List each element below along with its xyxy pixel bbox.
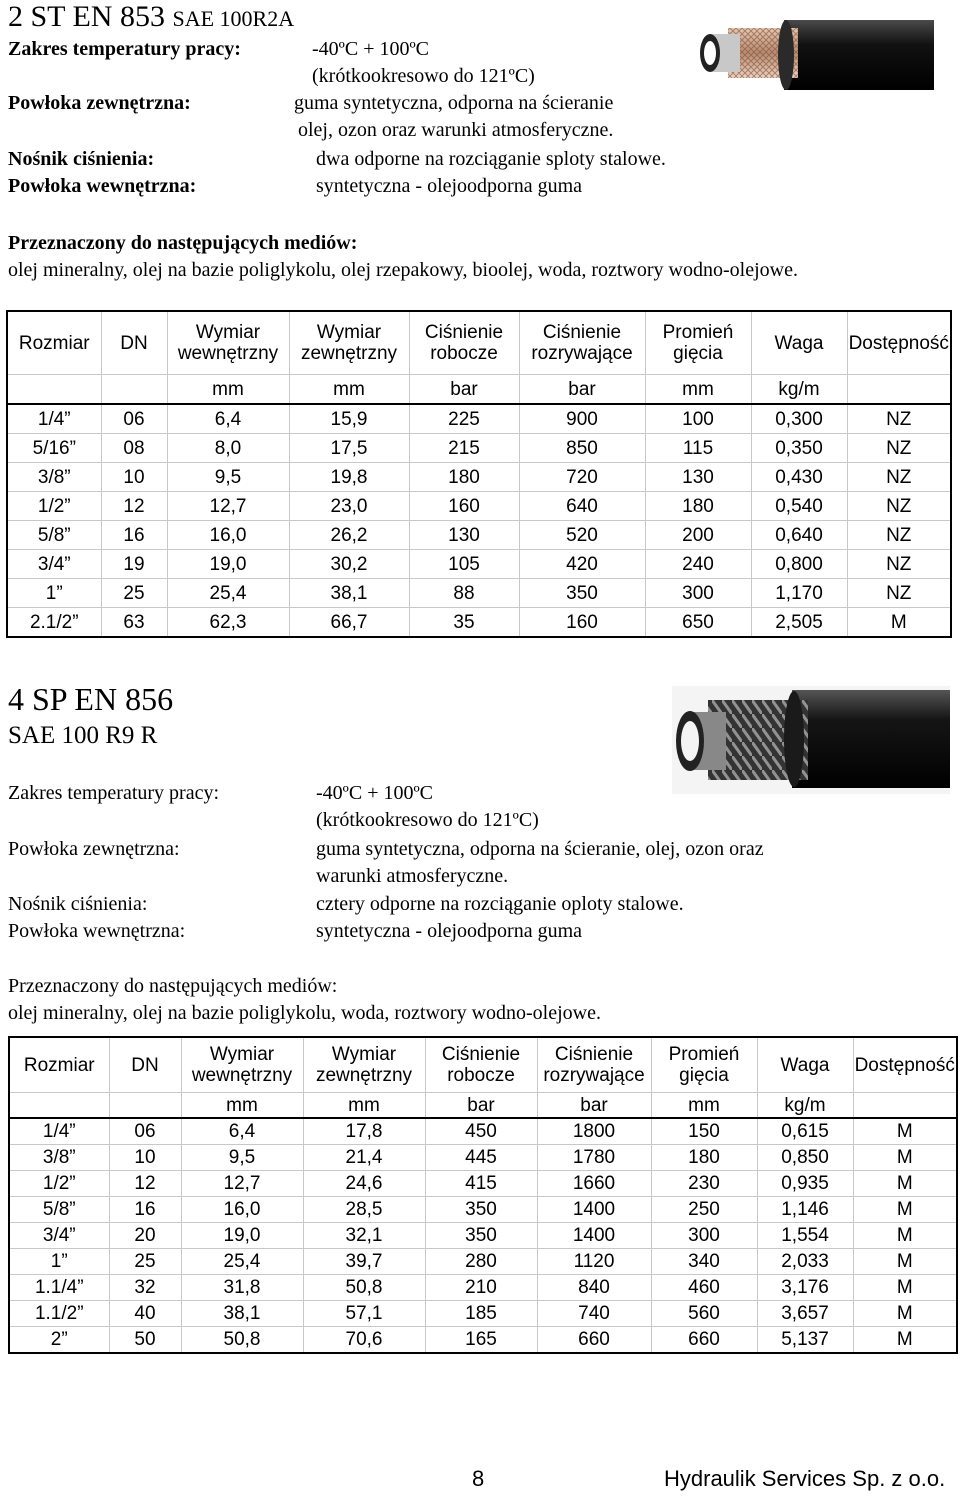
table-cell: 50,8	[181, 1327, 303, 1354]
table-row	[9, 1197, 957, 1223]
table-cell: 9,5	[181, 1145, 303, 1171]
s1-spec-label-2: Powłoka zewnętrzna:	[8, 92, 191, 114]
table-header-cell	[303, 1037, 425, 1093]
table-cell: 62,3	[167, 608, 289, 638]
table-header-text: robocze	[430, 343, 498, 364]
table-unit-cell	[847, 375, 951, 405]
table-cell: 350	[425, 1197, 537, 1223]
table-cell: 115	[645, 434, 751, 463]
table-row	[9, 1327, 957, 1354]
table-cell: 8,0	[167, 434, 289, 463]
table-cell: 3,657	[757, 1301, 853, 1327]
table-header-cell	[853, 1037, 957, 1093]
table-cell: 1780	[537, 1145, 651, 1171]
s1-spec-value-1: (krótkookresowo do 121ºC)	[312, 65, 535, 87]
table-cell: NZ	[847, 521, 951, 550]
table-row	[7, 434, 951, 463]
s1-spec-value-3: olej, ozon oraz warunki atmosferyczne.	[298, 119, 614, 141]
table-unit-cell	[7, 375, 101, 405]
table-cell: 28,5	[303, 1197, 425, 1223]
table-cell: 16	[109, 1197, 181, 1223]
table-cell: 12,7	[167, 492, 289, 521]
s2-spec-value-5: syntetyczna - olejoodporna guma	[316, 920, 583, 942]
table-header-cell	[425, 1037, 537, 1093]
table-unit-cell: mm	[167, 375, 289, 405]
table-unit-row	[7, 375, 951, 405]
s2-spec-value-1: (krótkookresowo do 121ºC)	[316, 809, 539, 831]
table-row	[7, 463, 951, 492]
table-header-text: gięcia	[679, 1065, 729, 1086]
table-header-text: rozrywające	[543, 1065, 645, 1086]
table-cell: 1,554	[757, 1223, 853, 1249]
table-header-text: Promień	[668, 1044, 740, 1065]
table-row	[7, 579, 951, 608]
table-cell: 39,7	[303, 1249, 425, 1275]
table-unit-cell: bar	[537, 1093, 651, 1119]
table-cell: 30,2	[289, 550, 409, 579]
table-header-cell	[645, 311, 751, 375]
table-cell: 185	[425, 1301, 537, 1327]
table-cell: 340	[651, 1249, 757, 1275]
table-row	[9, 1301, 957, 1327]
s1-spec-label-0: Zakres temperatury pracy:	[8, 38, 241, 60]
table-cell: NZ	[847, 463, 951, 492]
table-cell: 06	[109, 1118, 181, 1145]
table-cell: 215	[409, 434, 519, 463]
table-header-text: wewnętrzny	[177, 343, 279, 364]
table-cell: M	[853, 1275, 957, 1301]
table-unit-cell: mm	[181, 1093, 303, 1119]
s2-media-heading: Przeznaczony do następujących mediów:	[8, 975, 338, 997]
table-cell: 300	[645, 579, 751, 608]
table-cell: 15,9	[289, 404, 409, 434]
s2-spec-value-0: -40ºC + 100ºC	[316, 782, 434, 804]
table-header-text: zewnętrzny	[300, 343, 398, 364]
table-cell: 25	[109, 1249, 181, 1275]
s1-spec-label-5: Powłoka wewnętrzna:	[8, 175, 197, 197]
table-cell: 1”	[9, 1249, 109, 1275]
table-cell: 32,1	[303, 1223, 425, 1249]
table-row	[7, 404, 951, 434]
table-cell: 50	[109, 1327, 181, 1354]
table-unit-cell: mm	[303, 1093, 425, 1119]
table-cell: 165	[425, 1327, 537, 1354]
table-cell: M	[853, 1223, 957, 1249]
table-row	[9, 1275, 957, 1301]
table-header-cell	[9, 1037, 109, 1093]
table-cell: 100	[645, 404, 751, 434]
table-cell: 2,033	[757, 1249, 853, 1275]
s2-spec-value-3: warunki atmosferyczne.	[316, 865, 509, 887]
section2-title-main: 4 SP EN 856	[8, 681, 174, 717]
table-cell: 35	[409, 608, 519, 638]
table-cell: 250	[651, 1197, 757, 1223]
table-cell: 350	[519, 579, 645, 608]
table-unit-row	[9, 1093, 957, 1119]
table-cell: M	[853, 1197, 957, 1223]
table-unit-cell: kg/m	[757, 1093, 853, 1119]
table-cell: 0,800	[751, 550, 847, 579]
s1-spec-table	[6, 310, 952, 638]
table-cell: 26,2	[289, 521, 409, 550]
table-cell: 1660	[537, 1171, 651, 1197]
table-header-cell	[109, 1037, 181, 1093]
table-header-text: Wymiar	[331, 1044, 397, 1065]
table-row	[7, 550, 951, 579]
table-cell: 5,137	[757, 1327, 853, 1354]
table-cell: 12	[101, 492, 167, 521]
table-cell: NZ	[847, 434, 951, 463]
table-cell: 12,7	[181, 1171, 303, 1197]
table-cell: 1800	[537, 1118, 651, 1145]
s1-media-heading: Przeznaczony do następujących mediów:	[8, 232, 358, 254]
table-cell: 840	[537, 1275, 651, 1301]
table-cell: 6,4	[181, 1118, 303, 1145]
table-cell: 50,8	[303, 1275, 425, 1301]
s2-spec-value-4: cztery odporne na rozciąganie oploty stalowe.	[316, 893, 684, 915]
table-row	[9, 1145, 957, 1171]
table-cell: 415	[425, 1171, 537, 1197]
table-header-cell	[167, 311, 289, 375]
table-cell: 2,505	[751, 608, 847, 638]
table-header-text: Dostępność	[848, 332, 949, 354]
table-header-text: DN	[120, 332, 148, 354]
table-header-text: Waga	[780, 1054, 830, 1076]
table-cell: 6,4	[167, 404, 289, 434]
table-header-text: rozrywające	[531, 343, 633, 364]
table-header-cell	[651, 1037, 757, 1093]
table-header-text: Promień	[662, 322, 734, 343]
table-cell: 225	[409, 404, 519, 434]
table-cell: 40	[109, 1301, 181, 1327]
table-unit-cell: bar	[425, 1093, 537, 1119]
table-cell: 25,4	[181, 1249, 303, 1275]
table-cell: 19,0	[181, 1223, 303, 1249]
table-row	[9, 1171, 957, 1197]
table-cell: 17,8	[303, 1118, 425, 1145]
table-cell: 63	[101, 608, 167, 638]
table-unit-cell: mm	[645, 375, 751, 405]
footer-company: Hydraulik Services Sp. z o.o.	[664, 1466, 946, 1491]
table-cell: 17,5	[289, 434, 409, 463]
table-cell: 1/4”	[7, 404, 101, 434]
table-cell: 16,0	[181, 1197, 303, 1223]
table-cell: 150	[651, 1118, 757, 1145]
table-cell: 31,8	[181, 1275, 303, 1301]
table-header-cell	[289, 311, 409, 375]
table-cell: 16	[101, 521, 167, 550]
table-cell: 230	[651, 1171, 757, 1197]
table-cell: 2.1/2”	[7, 608, 101, 638]
table-header-text: zewnętrzny	[315, 1065, 413, 1086]
s1-media-text: olej mineralny, olej na bazie poliglykolu, olej rzepakowy, bioolej, woda, roztwory wodno-olejowe.	[8, 259, 798, 281]
s1-spec-label-4: Nośnik ciśnienia:	[8, 148, 155, 170]
table-cell: 1,170	[751, 579, 847, 608]
table-cell: 70,6	[303, 1327, 425, 1354]
table-cell: 660	[651, 1327, 757, 1354]
table-header-text: Ciśnienie	[441, 1044, 521, 1065]
section1-title	[8, 0, 294, 36]
table-cell: 19	[101, 550, 167, 579]
s1-spec-value-0: -40ºC + 100ºC	[312, 38, 430, 60]
table-header-text: Ciśnienie	[424, 322, 504, 343]
table-cell: 560	[651, 1301, 757, 1327]
table-unit-cell: bar	[409, 375, 519, 405]
table-header-text: Dostępność	[854, 1054, 955, 1076]
table-cell: 105	[409, 550, 519, 579]
table-cell: 23,0	[289, 492, 409, 521]
table-unit-cell: kg/m	[751, 375, 847, 405]
table-header-text: Ciśnienie	[542, 322, 622, 343]
table-cell: 16,0	[167, 521, 289, 550]
table-header-cell	[751, 311, 847, 375]
table-header-text: Rozmiar	[18, 332, 90, 354]
table-cell: 10	[101, 463, 167, 492]
table-cell: 0,350	[751, 434, 847, 463]
table-cell: 210	[425, 1275, 537, 1301]
table-cell: 640	[519, 492, 645, 521]
table-cell: M	[853, 1171, 957, 1197]
table-unit-cell	[853, 1093, 957, 1119]
table-cell: 180	[651, 1145, 757, 1171]
table-cell: 160	[409, 492, 519, 521]
s1-spec-value-4: dwa odporne na rozciąganie sploty stalowe.	[316, 148, 666, 170]
table-header-text: robocze	[447, 1065, 515, 1086]
table-cell: 350	[425, 1223, 537, 1249]
section2-title-sub: SAE 100 R9 R	[8, 722, 158, 749]
table-unit-cell	[109, 1093, 181, 1119]
table-cell: 9,5	[167, 463, 289, 492]
table-cell: 0,615	[757, 1118, 853, 1145]
table-cell: NZ	[847, 579, 951, 608]
table-cell: NZ	[847, 550, 951, 579]
table-cell: 08	[101, 434, 167, 463]
s2-spec-label-5: Powłoka wewnętrzna:	[8, 920, 186, 942]
table-header-cell	[519, 311, 645, 375]
table-cell: 130	[409, 521, 519, 550]
table-cell: 0,935	[757, 1171, 853, 1197]
table-row	[7, 608, 951, 638]
table-header-cell	[181, 1037, 303, 1093]
table-header-text: gięcia	[673, 343, 723, 364]
table-row	[7, 492, 951, 521]
table-cell: 5/8”	[7, 521, 101, 550]
table-cell: 0,540	[751, 492, 847, 521]
table-unit-cell: bar	[519, 375, 645, 405]
table-cell: 0,430	[751, 463, 847, 492]
table-header-text: Wymiar	[209, 1044, 275, 1065]
table-cell: 3/4”	[9, 1223, 109, 1249]
s2-spec-label-4: Nośnik ciśnienia:	[8, 893, 148, 915]
section1-title-sub: SAE 100R2A	[172, 6, 295, 31]
table-cell: 130	[645, 463, 751, 492]
table-cell: 280	[425, 1249, 537, 1275]
table-row	[7, 521, 951, 550]
table-cell: 1/2”	[7, 492, 101, 521]
table-unit-cell	[9, 1093, 109, 1119]
table-row	[9, 1249, 957, 1275]
s1-spec-value-5: syntetyczna - olejoodporna guma	[316, 175, 583, 197]
table-cell: NZ	[847, 404, 951, 434]
s1-spec-value-2: guma syntetyczna, odporna na ścieranie	[294, 92, 614, 114]
table-header-text: wewnętrzny	[191, 1065, 293, 1086]
table-cell: 12	[109, 1171, 181, 1197]
s2-spec-label-2: Powłoka zewnętrzna:	[8, 838, 180, 860]
table-cell: 1.1/2”	[9, 1301, 109, 1327]
table-header-text: Ciśnienie	[554, 1044, 634, 1065]
table-row	[9, 1118, 957, 1145]
page-number: 8	[472, 1466, 485, 1491]
table-cell: 660	[537, 1327, 651, 1354]
table-cell: 420	[519, 550, 645, 579]
table-cell: 38,1	[181, 1301, 303, 1327]
table-cell: 720	[519, 463, 645, 492]
table-cell: M	[853, 1327, 957, 1354]
table-cell: 0,850	[757, 1145, 853, 1171]
table-cell: 1400	[537, 1223, 651, 1249]
table-header-row	[9, 1037, 957, 1093]
table-cell: 900	[519, 404, 645, 434]
table-header-cell	[847, 311, 951, 375]
table-header-cell	[101, 311, 167, 375]
table-header-text: Rozmiar	[23, 1054, 95, 1076]
section1-title-main: 2 ST EN 853	[8, 0, 165, 33]
table-cell: 88	[409, 579, 519, 608]
table-header-row	[7, 311, 951, 375]
table-header-text: DN	[131, 1054, 159, 1076]
table-cell: 25	[101, 579, 167, 608]
table-header-text: Wymiar	[316, 322, 382, 343]
s2-spec-label-0: Zakres temperatury pracy:	[8, 782, 220, 804]
s2-spec-value-2: guma syntetyczna, odporna na ścieranie, olej, ozon oraz	[316, 838, 764, 860]
table-cell: 1.1/4”	[9, 1275, 109, 1301]
table-cell: 460	[651, 1275, 757, 1301]
table-cell: 1/2”	[9, 1171, 109, 1197]
table-cell: 850	[519, 434, 645, 463]
table-cell: 20	[109, 1223, 181, 1249]
table-cell: 1,146	[757, 1197, 853, 1223]
table-cell: NZ	[847, 492, 951, 521]
table-unit-cell	[101, 375, 167, 405]
table-cell: 38,1	[289, 579, 409, 608]
table-cell: 240	[645, 550, 751, 579]
table-row	[9, 1223, 957, 1249]
table-cell: 32	[109, 1275, 181, 1301]
table-cell: 3/8”	[9, 1145, 109, 1171]
table-header-text: Wymiar	[195, 322, 261, 343]
table-cell: 5/8”	[9, 1197, 109, 1223]
table-unit-cell: mm	[651, 1093, 757, 1119]
table-cell: 180	[409, 463, 519, 492]
table-cell: 0,640	[751, 521, 847, 550]
table-cell: 1/4”	[9, 1118, 109, 1145]
table-header-cell	[537, 1037, 651, 1093]
table-cell: 3,176	[757, 1275, 853, 1301]
table-cell: 57,1	[303, 1301, 425, 1327]
table-cell: 520	[519, 521, 645, 550]
table-cell: 160	[519, 608, 645, 638]
table-header-text: Waga	[774, 332, 824, 354]
table-cell: 24,6	[303, 1171, 425, 1197]
table-cell: 5/16”	[7, 434, 101, 463]
table-cell: 10	[109, 1145, 181, 1171]
table-header-cell	[757, 1037, 853, 1093]
table-cell: 21,4	[303, 1145, 425, 1171]
table-cell: M	[853, 1145, 957, 1171]
table-cell: 3/4”	[7, 550, 101, 579]
table-cell: 19,0	[167, 550, 289, 579]
table-cell: 1400	[537, 1197, 651, 1223]
s2-media-text: olej mineralny, olej na bazie poliglykolu, woda, roztwory wodno-olejowe.	[8, 1002, 601, 1024]
table-cell: M	[847, 608, 951, 638]
table-cell: 450	[425, 1118, 537, 1145]
table-cell: M	[853, 1118, 957, 1145]
table-cell: 66,7	[289, 608, 409, 638]
s2-spec-table	[8, 1036, 958, 1354]
table-unit-cell: mm	[289, 375, 409, 405]
table-cell: 300	[651, 1223, 757, 1249]
table-cell: 445	[425, 1145, 537, 1171]
table-cell: 3/8”	[7, 463, 101, 492]
table-cell: 200	[645, 521, 751, 550]
table-cell: 650	[645, 608, 751, 638]
hose-image-4sp	[672, 686, 950, 794]
table-cell: 19,8	[289, 463, 409, 492]
table-header-cell	[7, 311, 101, 375]
table-cell: 1”	[7, 579, 101, 608]
table-cell: 0,300	[751, 404, 847, 434]
table-cell: M	[853, 1249, 957, 1275]
table-cell: 180	[645, 492, 751, 521]
table-cell: 1120	[537, 1249, 651, 1275]
table-cell: 25,4	[167, 579, 289, 608]
table-cell: 2”	[9, 1327, 109, 1354]
table-cell: 740	[537, 1301, 651, 1327]
hose-image-2st	[694, 16, 934, 92]
table-cell: M	[853, 1301, 957, 1327]
table-header-cell	[409, 311, 519, 375]
table-cell: 06	[101, 404, 167, 434]
